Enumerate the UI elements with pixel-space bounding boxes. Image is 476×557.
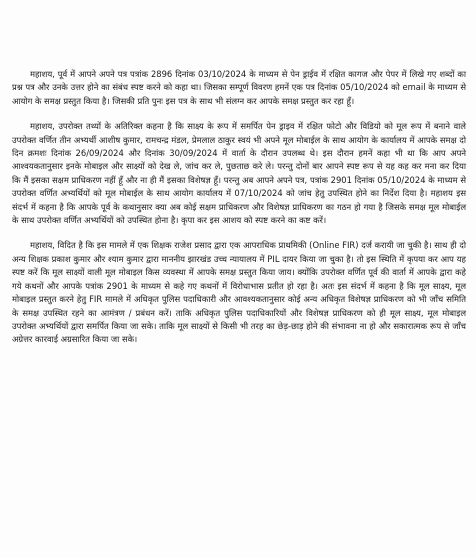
paragraph-pen-drive-clarification: महाशय, पूर्व में आपने अपने पत्र पत्रांक 2896 दिनांक 03/10/2024 के माध्यम से पेन ड्राईव में रक्षित कागज और पेपर में लिखे गए शब्दों का प्रश्न पत्र और उनके उत्तर होने का संबंध स्पष्ट करने को कहा था। जिसका सम्पूर्ण विवरण हमनें एक पत्र दिनांक 05/10/2024 को email के माध्यम से आयोग के समक्ष प्रस्तुत किया है। जिसकी प्रति पुनः इस पत्र के साथ भी संलग्न कर आपके समक्ष प्रस्तुत कर रहा हूँ। xyxy=(12,69,466,106)
paragraph-candidates-verification: महाशय, उपरोक्त तथ्यों के अतिरिक्त कहना है कि साक्ष्य के रूप में समर्पित पेन ड्राइव में रक्षित फोटो और विडियो को मूल रूप में बनाने वाले उपरोक्त वर्णित तीन अभ्यर्थी आशीष कुमार, रामचन्द्र मंडल, प्रेमलाल ठाकुर स्वयं भी अपने मूल मोबाईल के साथ आयोग के कार्यालय में आपके समक्ष दो दिन क्रमशः दिनांक 26/09/2024 और दिनांक 30/09/2024 में वार्ता के दौरान उपलब्ध थे। इस दौरान हमनें कहा भी था कि आप अपने आश्वयकतानुसार इनके मोबाइल और साक्ष्यों को देख ले, जांच कर ले, पुछताछ करे ले। परन्तु दोनों बार आपने स्पष्ट रूप से यह कह कर मना कर दिया कि मैं इसका सक्षम प्राधिकरण नहीं हूँ और ना ही मैं इसका विशेषज्ञ हूँ। परन्तु अब आपने अपने पत्र, पत्रांक 2901 दिनांक 05/10/2024 के माध्यम से उपरोक्त वर्णित अभ्यर्थियों को मूल मोबाईल के साथ आयोग कार्यालय में 07/10/2024 को जांच हेतु उपस्थित होने का निर्देश दिया है। महाशय इस संदर्भ में कहना है कि आपके पूर्व के कथानुसार क्या अब कोई सक्षम प्राधिकरण और विशेषज्ञ प्राधिकरण का गठन हो गया है जिसके समक्ष मूल मोबाईल के साथ उपरोक्त वर्णित अभ्यर्थियों को उपस्थित होना है। कृपा कर इस आशय को स्पष्ट करने का कष्ट करें। xyxy=(12,121,466,226)
paragraph-fir-and-pil: महाशय, विदित है कि इस मामले में एक शिक्षक राजेश प्रसाद द्वारा एक आपराधिक प्राथमिकी (Online FIR) दर्ज करायी जा चुकी है। साथ ही दो अन्य शिक्षक प्रकाश कुमार और श्याम कुमार द्वारा माननीय झारखंड उच्च न्यायालय में PIL दायर किया जा चुका है। तो इस स्थिति में कृपया कर आप यह स्पष्ट करें कि मूल साक्ष्यों वाली मूल मोबाइल किस व्यवस्था में आपके समक्ष प्रस्तुत किया जाय। क्योंकि उपरोक्त वर्णित पूर्व की वार्ता में आपके द्वारा कहे गये कथनों और आपके पत्रांक 2901 के माध्यम से कहे गए कथनों में विरोधाभास प्रतीत हो रहा है। अतः इस संदर्भ में कहना है कि मूल साक्ष्य, मूल मोबाइल प्रस्तुत करने हेतु FIR मामले में अधिकृत पुलिस पदाधिकारी और आवश्यकतानुसार कोई अन्य अधिकृत विशेषज्ञ प्राधिकरण को भी जाँच समिति के समक्ष उपस्थित रहने का आमंत्रण / प्रबंधन करें। ताकि अधिकृत पुलिस पदाधिकारियों और विशेषज्ञ प्राधिकरण को ही मूल साक्ष्य, मूल मोबाइल उपरोक्त अभ्यर्थियों द्वारा समर्पित किया जा सके। ताकि मूल साक्ष्यों से किसी भी तरह का छेड़-छाड़ होने की संभावना ना हो और सकारात्मक रूप से जाँच अग्रेत्तर कारवाई अग्रसारित किया जा सके। xyxy=(12,240,466,345)
